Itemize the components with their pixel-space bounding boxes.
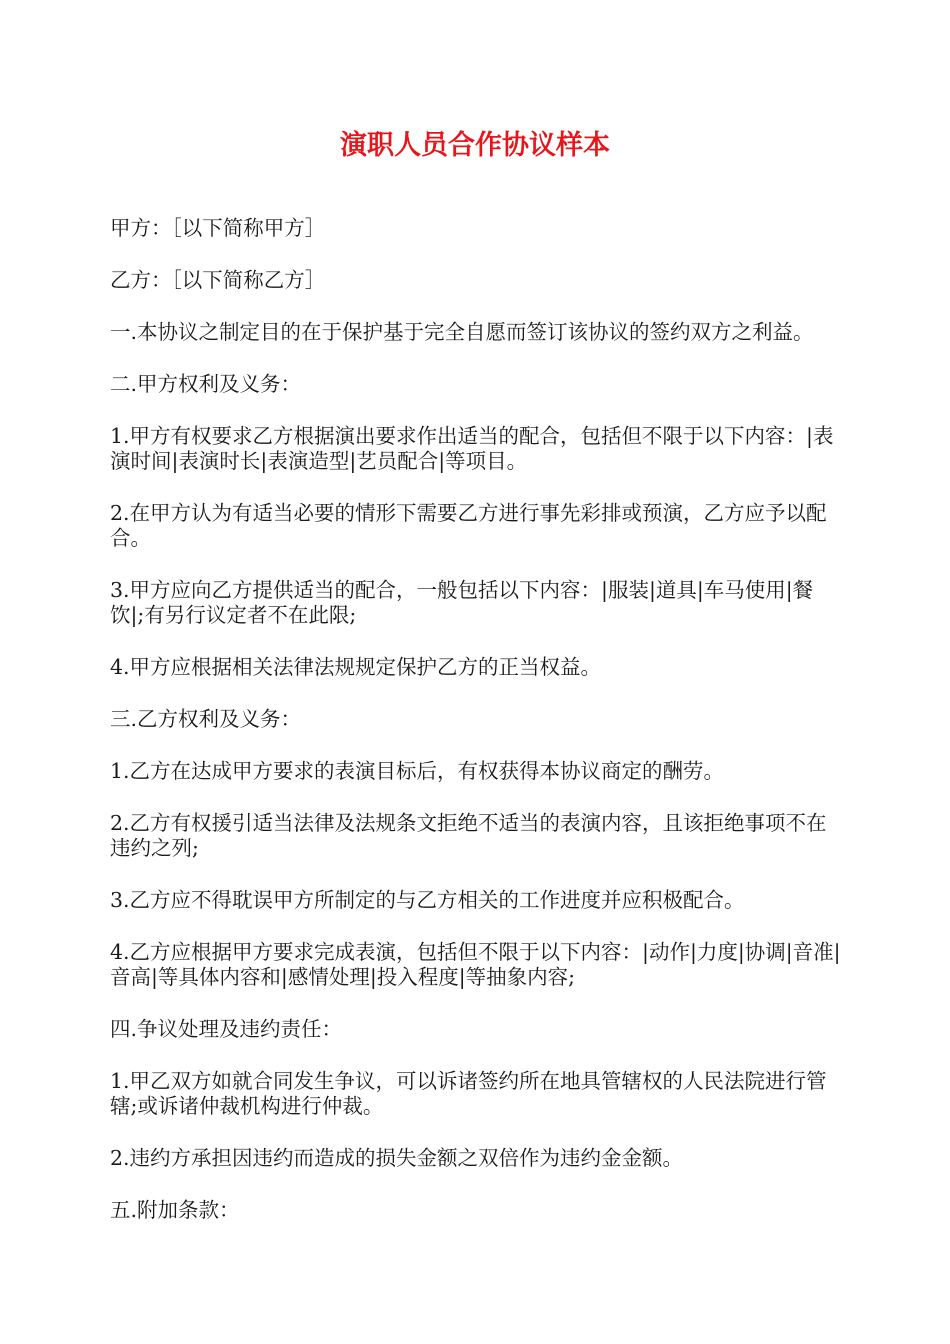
section-4-heading: 四.争议处理及违约责任： [110, 1017, 343, 1041]
section-4-clause-2: 2.违约方承担因违约而造成的损失金额之双倍作为违约金金额。 [110, 1146, 684, 1170]
section-2-clause-2: 2.在甲方认为有适当必要的情形下需要乙方进行事先彩排或预演，乙方应予以配合。 [110, 501, 827, 550]
section-2-clause-4: 4.甲方应根据相关法律法规规定保护乙方的正当权益。 [110, 655, 602, 679]
section-3-clause-3: 3.乙方应不得耽误甲方所制定的与乙方相关的工作进度并应积极配合。 [110, 888, 745, 912]
document-title: 演职人员合作协议样本 [340, 130, 610, 161]
section-2-heading: 二.甲方权利及义务： [110, 372, 302, 396]
document-body [110, 216, 843, 1250]
party-b-line: 乙方：［以下简称乙方］ [110, 268, 326, 292]
section-4-clause-1: 1.甲乙双方如就合同发生争议，可以诉诸签约所在地具管辖权的人民法院进行管辖;或诉诸仲裁机构进行仲裁。 [110, 1069, 827, 1118]
section-3-clause-4: 4.乙方应根据甲方要求完成表演，包括但不限于以下内容：|动作|力度|协调|音准|音高|等具体内容和|感情处理|投入程度|等抽象内容; [110, 940, 841, 989]
section-2-clause-1: 1.甲方有权要求乙方根据演出要求作出适当的配合，包括但不限于以下内容：|表演时间|表演时长|表演造型|艺员配合|等项目。 [110, 424, 834, 473]
section-1-purpose: 一.本协议之制定目的在于保护基于完全自愿而签订该协议的签约双方之利益。 [110, 320, 814, 344]
party-a-line: 甲方：［以下简称甲方］ [110, 216, 326, 240]
section-2-clause-3: 3.甲方应向乙方提供适当的配合，一般包括以下内容：|服装|道具|车马使用|餐饮|;有另行议定者不在此限; [110, 578, 814, 627]
section-3-clause-2: 2.乙方有权援引适当法律及法规条文拒绝不适当的表演内容，且该拒绝事项不在违约之列; [110, 811, 827, 860]
section-5-heading: 五.附加条款： [110, 1198, 240, 1222]
section-3-clause-1: 1.乙方在达成甲方要求的表演目标后，有权获得本协议商定的酬劳。 [110, 759, 725, 783]
section-3-heading: 三.乙方权利及义务： [110, 707, 302, 731]
